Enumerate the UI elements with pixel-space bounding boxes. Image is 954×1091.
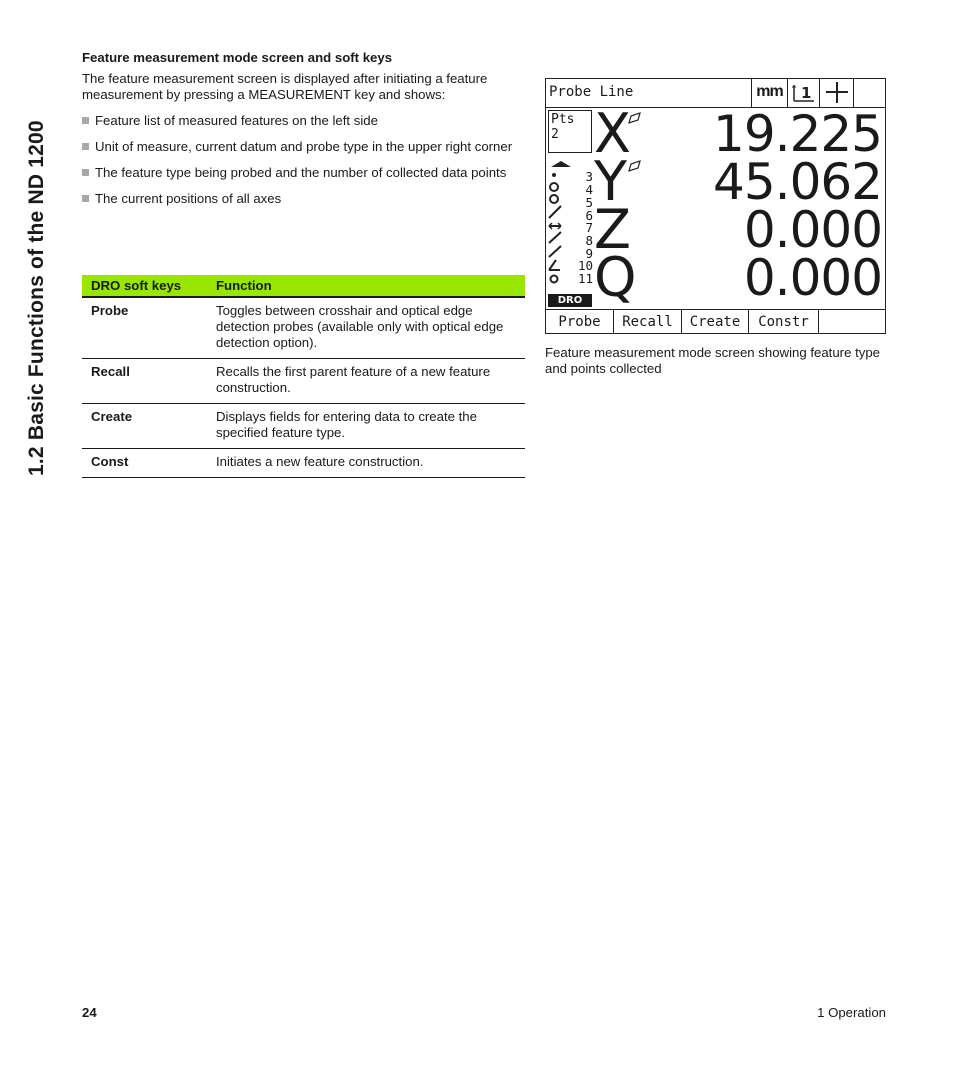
axis-label-x: X — [594, 102, 631, 165]
bullet-item: Unit of measure, current datum and probe type in the upper right corner — [82, 139, 522, 155]
figure-caption: Feature measurement mode screen showing feature type and points collected — [545, 345, 880, 376]
points-counter: Pts 2 — [548, 110, 592, 153]
header-function: Function — [207, 275, 525, 297]
feature-number: 5 — [585, 195, 593, 210]
feature-number: 9 — [585, 246, 593, 261]
section-heading: Feature measurement mode screen and soft keys — [82, 50, 393, 65]
flag-icon — [628, 160, 642, 172]
circle-feature-icon — [550, 195, 558, 203]
axis-label-y: Y — [594, 150, 627, 213]
crosshair-icon — [820, 79, 854, 107]
axis-value-y: 45.062 — [713, 153, 882, 211]
screen-title: Probe Line — [549, 84, 634, 100]
softkey-blank[interactable] — [819, 310, 885, 334]
softkey-recall[interactable]: Recall — [614, 310, 682, 334]
line-feature-icon — [549, 232, 561, 243]
table-row — [82, 404, 525, 449]
softkey-create[interactable]: Create — [682, 310, 749, 334]
row-key: Recall — [82, 359, 207, 404]
bullet-square-icon — [82, 117, 89, 124]
row-key: Const — [82, 449, 207, 478]
datum-icon — [788, 79, 820, 107]
bullet-item: The current positions of all axes — [82, 191, 522, 207]
angle-feature-icon — [549, 260, 560, 270]
feature-number: 7 — [585, 220, 593, 235]
feature-number: 3 — [585, 169, 593, 184]
soft-keys-table — [82, 275, 525, 478]
row-function: Initiates a new feature construction. — [207, 449, 525, 478]
probe-type-indicator — [819, 79, 853, 107]
datum-number: 1 — [801, 84, 812, 102]
intro-paragraph: The feature measurement screen is displayed after initiating a feature measurement by pressing a MEASUREMENT key and shows: — [82, 71, 488, 102]
feature-number: 10 — [577, 258, 593, 273]
row-key: Create — [82, 404, 207, 449]
dro-mode-badge: DRO — [548, 294, 592, 307]
row-function: Displays fields for entering data to create the specified feature type. — [207, 404, 525, 449]
feature-list-icons — [548, 156, 578, 291]
bullet-square-icon — [82, 195, 89, 202]
softkey-probe[interactable]: Probe — [546, 310, 614, 334]
status-cell-empty — [853, 79, 885, 107]
row-key: Probe — [82, 297, 207, 359]
feature-number: 6 — [585, 208, 593, 223]
bullet-square-icon — [82, 169, 89, 176]
axis-label-q: Q — [594, 246, 637, 309]
circle-feature-icon — [550, 183, 558, 191]
bullet-item: The feature type being probed and the number of collected data points — [82, 165, 522, 181]
header-soft-keys: DRO soft keys — [82, 275, 207, 297]
bullet-item: Feature list of measured features on the left side — [82, 113, 522, 129]
table-row — [82, 297, 525, 359]
table-row — [82, 449, 525, 478]
page-number: 24 — [82, 1005, 97, 1020]
footer-chapter: 1 Operation — [817, 1005, 886, 1020]
feature-number: 8 — [585, 233, 593, 248]
row-function: Recalls the first parent feature of a new feature construction. — [207, 359, 525, 404]
flag-icon — [628, 112, 642, 124]
feature-number: 11 — [577, 271, 593, 286]
axis-value-x: 19.225 — [713, 105, 882, 163]
table-row — [82, 359, 525, 404]
datum-indicator — [787, 79, 819, 107]
axis-value-q: 0.000 — [743, 249, 882, 307]
unit-indicator: mm — [751, 79, 787, 107]
row-function: Toggles between crosshair and optical edge detection probes (available only with optical edge detection option). — [207, 297, 525, 359]
axis-label-z: Z — [594, 198, 631, 261]
feature-number: 4 — [585, 182, 593, 197]
line-feature-icon — [549, 246, 561, 257]
circle-feature-icon — [551, 276, 558, 283]
line-feature-icon — [549, 206, 561, 218]
scroll-up-arrow-icon — [551, 161, 571, 167]
dro-screen-figure — [545, 78, 886, 334]
bullet-square-icon — [82, 143, 89, 150]
point-feature-icon — [552, 173, 556, 177]
axis-value-z: 0.000 — [743, 201, 882, 259]
soft-key-bar — [546, 309, 885, 334]
bullet-list — [82, 113, 522, 217]
table-header-row — [82, 275, 525, 297]
softkey-constr[interactable]: Constr — [749, 310, 819, 334]
